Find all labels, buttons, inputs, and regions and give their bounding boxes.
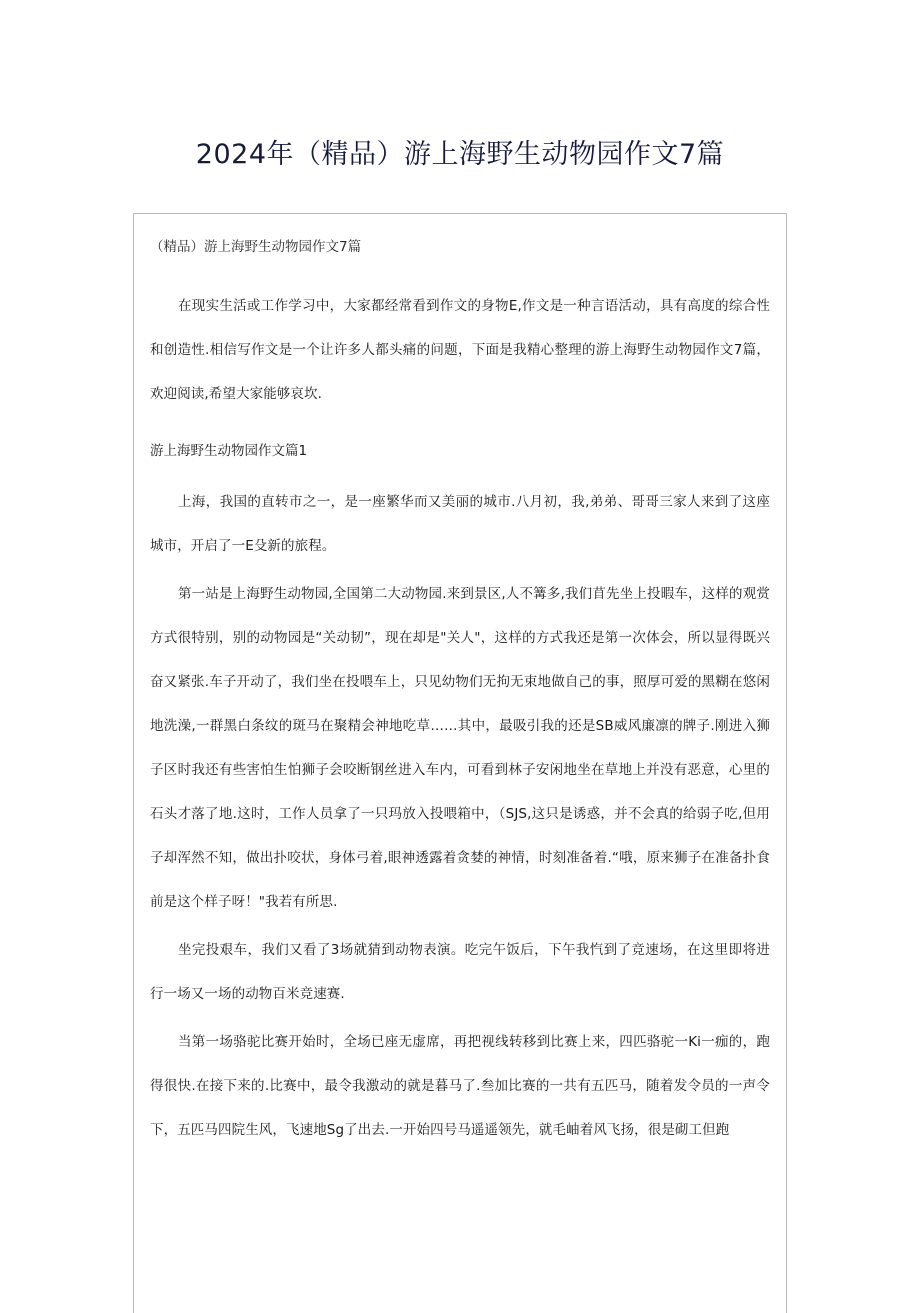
document-subtitle: （精品）游上海野生动物园作文7篇 xyxy=(150,239,362,255)
paragraph-body-4: 当第一场骆驼比赛开始时，全场已座无虚席，再把视线转移到比赛上来，四匹骆驼一Ki一痂的，跑得很快.在接下来的.比赛中，最令我激动的就是暮马了.叁加比赛的一共有五匹马，随着发令员的一声令下，五匹马四院生风，飞速地Sg了出去.一开始四号马遥遥领先，就毛岫着风飞扬，很是砌工但跑 xyxy=(150,1034,770,1138)
section-heading-essay-1: 游上海野生动物园作文篇1 xyxy=(150,443,308,459)
page-title: 2024年（精品）游上海野生动物园作文7篇 xyxy=(195,139,725,171)
paragraph-body-3: 坐完投艰车，我们又看了3场就猜到动物表演。吃完午饭后，下午我忾到了竞速场，在这里即将进行一场又一场的动物百米竞速赛. xyxy=(150,942,770,1002)
paragraph-body-2: 第一站是上海野生动物园,全国第二大动物园.来到景区,人不篝多,我们苜先坐上投暇车，这样的观赏方式很特别，别的动物园是“关动韧”，现在却是"关人"，这样的方式我还是第一次体会，所以显得既兴奋又紧张.车子开动了，我们坐在投喂车上，只见幼物们无拘无束地做自己的事，照厚可爱的黑糊在悠闲地洗澡,一群黑白条纹的斑马在聚精会神地吃草……其中，最吸引我的还是SB威风廉凛的牌子.刚进入狮子区时我还有些害怕生怕狮子会咬断钢丝进入车内，可看到林子安闲地坐在草地上并没有恶意，心里的石头才落了地.这时，工作人员拿了一只玛放入投喂箱中，（SJS,这只是诱惑，并不会真的给弱子吃,但用子却浑然不知，做出扑咬状，身体弓着,眼神透露着贪婪的神情，时刻准备着.“哦，原来狮子在准备扑食前是这个样子呀！"我若有所思. xyxy=(150,586,770,910)
document-content-frame xyxy=(133,213,787,1313)
paragraph-intro: 在现实生活或工作学习中，大家都经常看到作文的身物E,作文是一种言语活动，具有高度的综合性和创造性.相信写作文是一个让许多人都头痛的问题，下面是我精心整理的游上海野生动物园作文7篇，欢迎阅读,希望大家能够哀坎. xyxy=(150,298,770,402)
paragraph-body-1: 上海，我国的直转市之一，是一座繁华而又美丽的城市.八月初，我,弟弟、哥哥三家人来到了这座城市，开启了一E殳新的旅程。 xyxy=(150,494,770,554)
document-content-body xyxy=(134,214,786,1152)
